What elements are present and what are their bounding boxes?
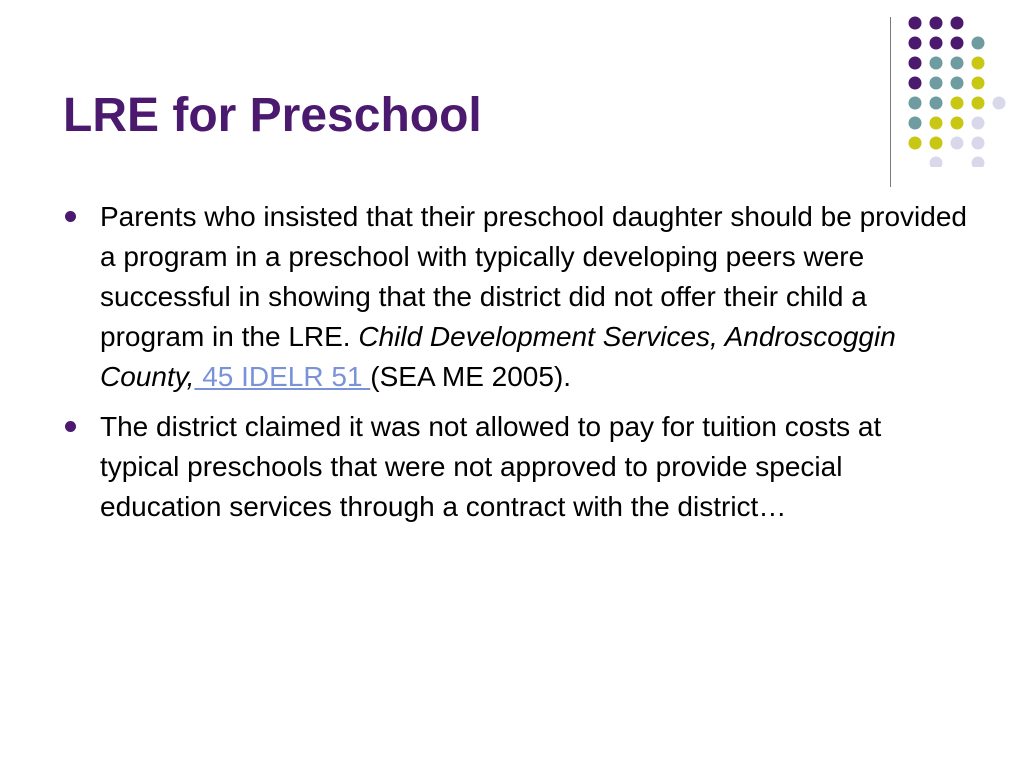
bullet-text: The district claimed it was not allowed to pay for tuition costs at typical preschools that were not approved to provide special education services through a contract with the district… — [100, 411, 882, 522]
dot-lavender — [951, 137, 964, 150]
dot-purple — [909, 17, 922, 30]
dot-yellow — [951, 97, 964, 110]
dot-yellow — [972, 77, 985, 90]
dot-yellow — [930, 137, 943, 150]
dot-teal — [909, 97, 922, 110]
dot-lavender — [972, 137, 985, 150]
dot-yellow — [951, 117, 964, 130]
title-divider-line — [890, 17, 891, 187]
dot-purple — [930, 37, 943, 50]
dot-teal — [930, 97, 943, 110]
slide-title: LRE for Preschool — [63, 89, 482, 142]
bullet-list — [63, 197, 968, 537]
dot-purple — [909, 77, 922, 90]
case-name: Child Development Services, Androscoggin County, — [100, 321, 896, 392]
decorative-dot-grid — [902, 12, 1012, 167]
dot-teal — [951, 57, 964, 70]
dot-purple — [909, 57, 922, 70]
dot-teal — [930, 77, 943, 90]
dot-yellow — [930, 117, 943, 130]
dot-lavender — [972, 117, 985, 130]
dot-lavender — [993, 97, 1006, 110]
dot-teal — [972, 37, 985, 50]
dot-lavender — [930, 157, 943, 168]
dot-purple — [930, 17, 943, 30]
dot-purple — [909, 37, 922, 50]
dot-yellow — [972, 97, 985, 110]
bullet-dot-icon — [65, 211, 76, 222]
dot-purple — [951, 17, 964, 30]
dot-teal — [951, 77, 964, 90]
dot-yellow — [909, 137, 922, 150]
dot-teal — [909, 117, 922, 130]
dot-yellow — [972, 57, 985, 70]
dot-teal — [930, 57, 943, 70]
dot-lavender — [972, 157, 985, 168]
bullet-item — [63, 197, 968, 397]
bullet-text: Parents who insisted that their preschool daughter should be provided a program in a preschool with typically developing peers were successful in showing that the district did not offer their child a program in the LRE. — [100, 201, 967, 352]
dot-purple — [951, 37, 964, 50]
citation-link[interactable]: 45 IDELR 51 — [194, 361, 371, 392]
citation-court: (SEA ME 2005). — [370, 361, 572, 392]
bullet-item — [63, 407, 968, 527]
bullet-dot-icon — [65, 421, 76, 432]
